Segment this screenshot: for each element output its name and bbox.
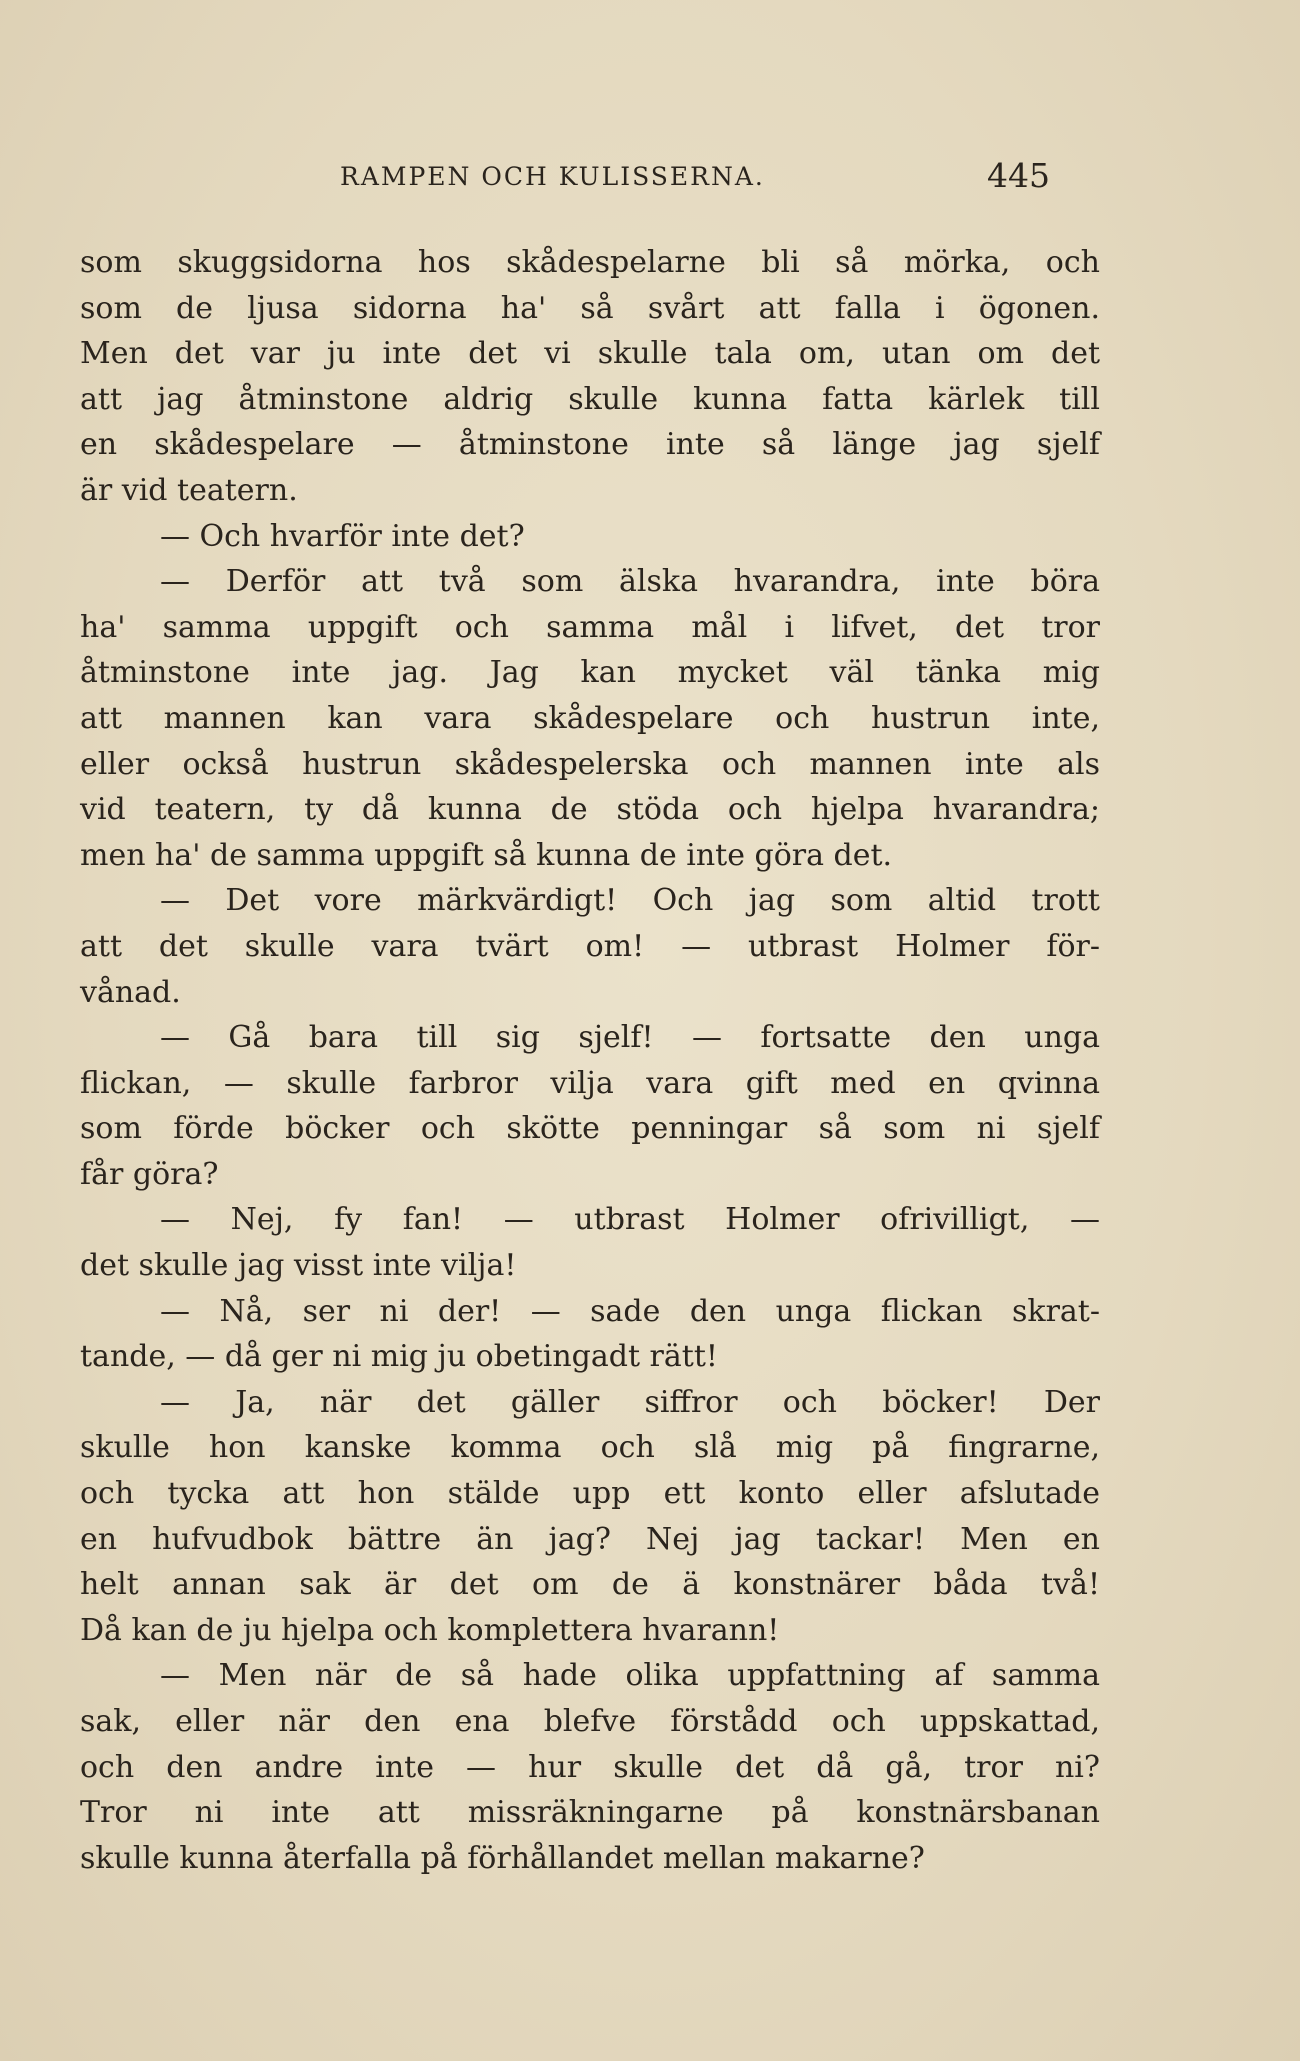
text-line: en hufvudbok bättre än jag? Nej jag tackar! Men en	[80, 1521, 1100, 1557]
paragraph	[80, 1289, 1100, 1380]
text-line: det skulle jag visst inte vilja!	[80, 1248, 517, 1284]
text-line: skulle kunna återfalla på förhållandet mellan makarne?	[80, 1840, 925, 1876]
paragraph	[80, 514, 1100, 560]
text-line: en skådespelare — åtminstone inte så länge jag sjelf	[80, 427, 1100, 463]
text-line: att jag åtminstone aldrig skulle kunna fatta kärlek till	[80, 381, 1100, 417]
text-line: som de ljusa sidorna ha' så svårt att falla i ögonen.	[80, 290, 1100, 326]
text-line: — Det vore märkvärdigt! Och jag som altid trott	[160, 883, 1100, 919]
text-line: som förde böcker och skötte penningar så som ni sjelf	[80, 1111, 1100, 1147]
text-line: att det skulle vara tvärt om! — utbrast Holmer för-	[80, 928, 1100, 964]
text-line: — Nej, fy fan! — utbrast Holmer ofrivilligt, —	[160, 1202, 1100, 1238]
text-line: — Och hvarför inte det?	[160, 518, 525, 554]
text-line: helt annan sak är det om de ä konstnärer båda två!	[80, 1567, 1100, 1603]
text-line: och den andre inte — hur skulle det då gå, tror ni?	[80, 1749, 1100, 1785]
text-line: Tror ni inte att missräkningarne på konstnärsbanan	[80, 1795, 1100, 1831]
text-line: skulle hon kanske komma och slå mig på fingrarne,	[80, 1430, 1100, 1466]
text-line: som skuggsidorna hos skådespelarne bli så mörka, och	[80, 245, 1100, 280]
paragraph	[80, 1653, 1100, 1881]
text-line: — Derför att två som älska hvarandra, inte böra	[160, 564, 1100, 600]
paragraph	[80, 1380, 1100, 1654]
paragraph	[80, 559, 1100, 878]
text-line: — Ja, när det gäller siffror och böcker! Der	[160, 1384, 1100, 1420]
paragraph	[80, 1015, 1100, 1197]
text-line: flickan, — skulle farbror vilja vara gift med en qvinna	[80, 1065, 1100, 1101]
text-line: är vid teatern.	[80, 472, 298, 508]
text-line: åtminstone inte jag. Jag kan mycket väl tänka mig	[80, 655, 1100, 691]
text-line: tande, — då ger ni mig ju obetingadt rätt!	[80, 1339, 718, 1375]
body-text	[80, 240, 1100, 1881]
paragraph	[80, 240, 1100, 514]
paragraph	[80, 1197, 1100, 1288]
text-line: vånad.	[80, 974, 181, 1010]
running-head: RAMPEN OCH KULISSERNA.	[340, 162, 765, 191]
paragraph	[80, 878, 1100, 1015]
text-line: vid teatern, ty då kunna de stöda och hjelpa hvarandra;	[80, 792, 1100, 828]
text-line: men ha' de samma uppgift så kunna de inte göra det.	[80, 837, 893, 873]
text-line: att mannen kan vara skådespelare och hustrun inte,	[80, 700, 1100, 736]
text-line: får göra?	[80, 1156, 219, 1192]
text-line: Men det var ju inte det vi skulle tala om, utan om det	[80, 336, 1100, 372]
text-line: eller också hustrun skådespelerska och mannen inte als	[80, 746, 1100, 782]
text-line: ha' samma uppgift och samma mål i lifvet, det tror	[80, 609, 1100, 645]
text-line: — Nå, ser ni der! — sade den unga flickan skrat-	[160, 1293, 1100, 1329]
page-number: 445	[987, 156, 1050, 195]
text-line: och tycka att hon stälde upp ett konto eller afslutade	[80, 1476, 1100, 1512]
page-header	[80, 156, 1100, 206]
text-line: Då kan de ju hjelpa och komplettera hvarann!	[80, 1612, 780, 1648]
text-line: — Men när de så hade olika uppfattning af samma	[160, 1658, 1100, 1694]
text-line: sak, eller när den ena blefve förstådd och uppskattad,	[80, 1704, 1100, 1739]
text-line: — Gå bara till sig sjelf! — fortsatte den unga	[160, 1020, 1100, 1056]
